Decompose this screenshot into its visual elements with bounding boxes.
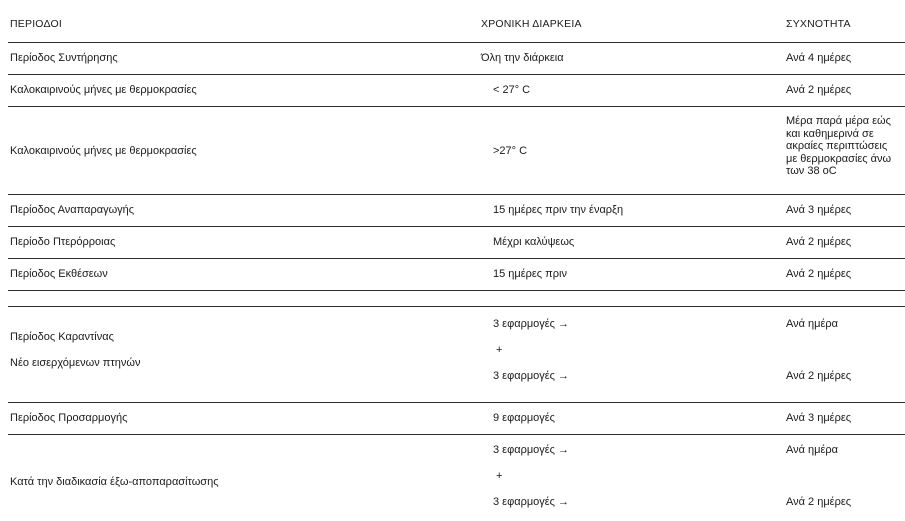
frequency-cell: Ανά 3 ημέρες (786, 412, 852, 424)
period-cell: Καλοκαιρινούς μήνες με θερμοκρασίες (10, 145, 197, 157)
row-divider (8, 306, 905, 307)
period-cell: Περίοδος Αναπαραγωγής (10, 204, 135, 216)
plus-sign: + (496, 344, 503, 356)
row-divider (8, 434, 905, 435)
duration-cell: 3 εφαρμογές → (493, 496, 570, 508)
row-divider (8, 106, 905, 107)
header-frequency: ΣΥΧΝΟΤΗΤΑ (786, 18, 851, 30)
row-divider (8, 194, 905, 195)
frequency-cell: Ανά ημέρα (786, 444, 839, 456)
duration-cell: 3 εφαρμογές → (493, 444, 570, 456)
duration-cell: Μέχρι καλύψεως (493, 236, 575, 248)
duration-cell: 9 εφαρμογές (493, 412, 555, 424)
plus-sign: + (496, 470, 503, 482)
duration-cell: 3 εφαρμογές → (493, 318, 570, 330)
frequency-cell: Ανά 2 ημέρες (786, 236, 852, 248)
duration-cell: 15 ημέρες πριν (493, 268, 567, 280)
duration-cell: < 27° C (493, 84, 531, 96)
new-birds-period: Νέο εισερχόμενων πτηνών (10, 357, 141, 369)
frequency-cell: Ανά ημέρα (786, 318, 839, 330)
frequency-cell: Ανά 3 ημέρες (786, 204, 852, 216)
period-cell: Περίοδος Συντήρησης (10, 52, 118, 64)
frequency-cell: Ανά 2 ημέρες (786, 84, 852, 96)
frequency-cell: Ανά 2 ημέρες (786, 496, 852, 508)
period-cell: Περίοδο Πτερόρροιας (10, 236, 116, 248)
row-divider (8, 402, 905, 403)
row-divider (8, 226, 905, 227)
duration-cell: 15 ημέρες πριν την έναρξη (493, 204, 624, 216)
duration-cell: >27° C (493, 145, 528, 157)
period-cell: Περίοδος Εκθέσεων (10, 268, 108, 280)
duration-cell: Όλη την διάρκεια (481, 52, 564, 64)
duration-cell: 3 εφαρμογές → (493, 370, 570, 382)
row-divider (8, 258, 905, 259)
header-duration: ΧΡΟΝΙΚΗ ΔΙΑΡΚΕΙΑ (481, 18, 582, 30)
period-cell: Περίοδος Προσαρμογής (10, 412, 128, 424)
row-divider (8, 290, 905, 291)
frequency-cell: Ανά 2 ημέρες (786, 370, 852, 382)
frequency-cell: Ανά 4 ημέρες (786, 52, 852, 64)
period-cell: Κατά την διαδικασία έξω-αποπαρασίτωσης (10, 476, 219, 488)
frequency-cell: Ανά 2 ημέρες (786, 268, 852, 280)
row-divider (8, 74, 905, 75)
row-divider (8, 42, 905, 43)
header-periods: ΠΕΡΙΟΔΟΙ (10, 18, 62, 30)
quarantine-period: Περίοδος Καραντίνας (10, 331, 114, 343)
period-cell: Καλοκαιρινούς μήνες με θερμοκρασίες (10, 84, 197, 96)
frequency-cell: Μέρα παρά μέρα εώς και καθημερινά σε ακραίες περιπτώσεις με θερμοκρασίες άνω των 38 oC (786, 115, 892, 177)
